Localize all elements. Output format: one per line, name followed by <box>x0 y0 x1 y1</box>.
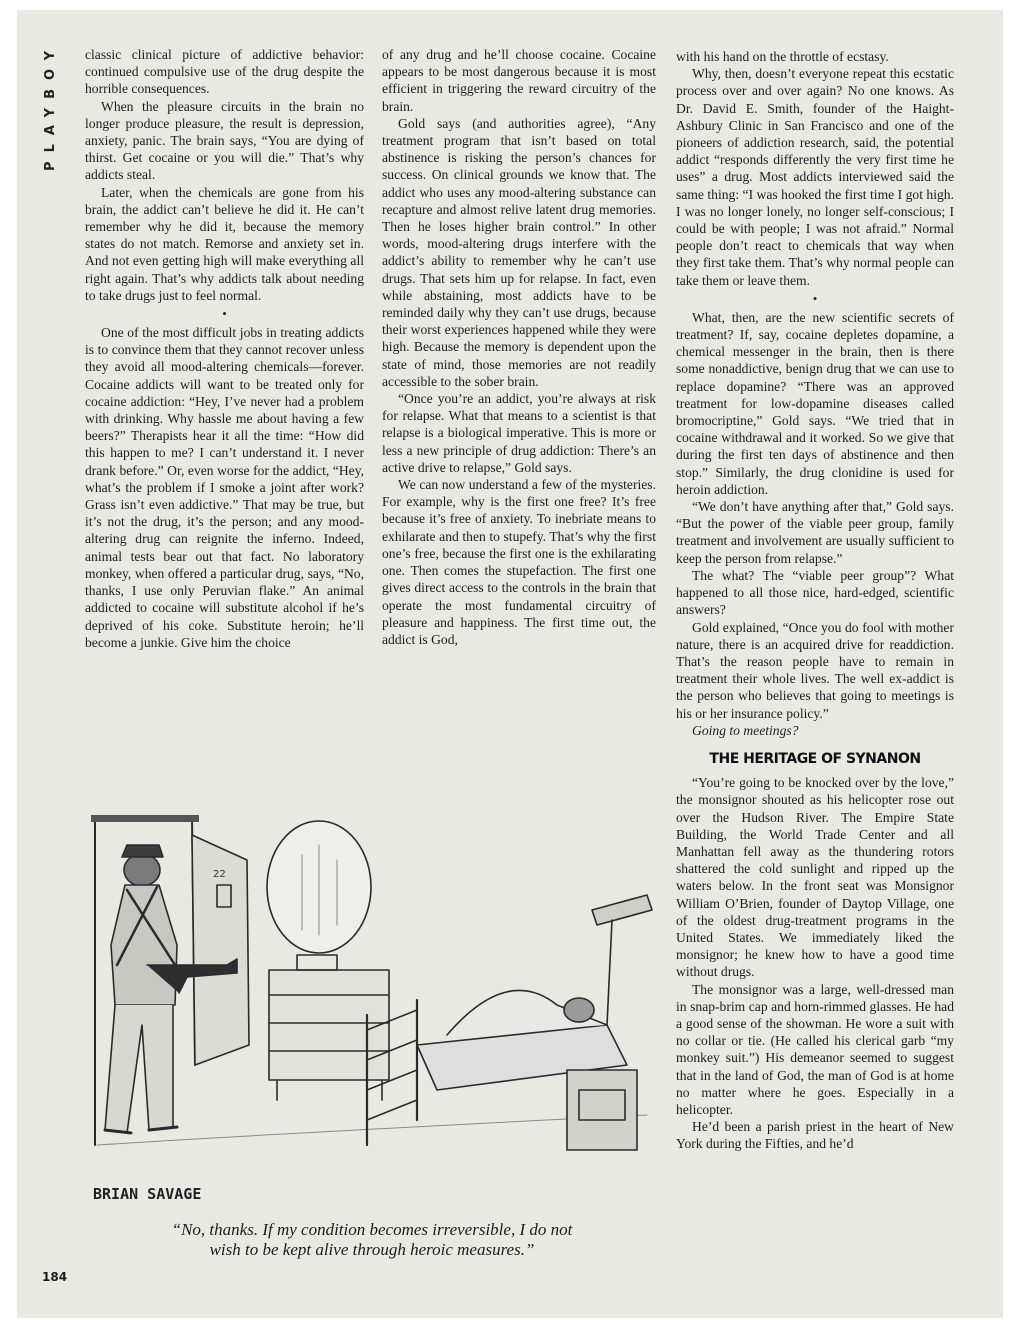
magazine-page <box>17 10 1003 1318</box>
paragraph: The what? The “viable peer group”? What happened to all those nice, hard-edged, scientific answers? <box>676 567 954 618</box>
section-bullet: • <box>222 306 227 322</box>
paragraph: Going to meetings? <box>692 722 799 738</box>
page-number: 184 <box>42 1270 68 1284</box>
paragraph: We can now understand a few of the mysteries. For example, why is the first one free? It’s free because it’s free of anxiety. To inebriate means to exhilarate and then to stupefy. That’s why the first one’s free, because the first one is the exhilarating one. Then comes the stupefaction. The first one gives direct access to the controls in the brain that operate the most fundamental circuitry of pleasure and happiness. The first time out, the addict is God, <box>382 477 656 647</box>
paragraph: “We don’t have anything after that,” Gold says. “But the power of the viable peer group, family treatment and involvement are usually sufficient to keep the person from relapse.” <box>676 499 954 566</box>
paragraph: Later, when the chemicals are gone from his brain, the addict can’t believe he did it. He can’t remember why he did it, because the memory states do not match. Remorse and anxiety set in. And not even getting high will make everything all right again. That’s why addicts talk about needing to take drugs just to feel normal. <box>85 184 364 303</box>
column-1 <box>85 46 364 651</box>
column-2 <box>382 46 656 648</box>
paragraph: Gold says (and authorities agree), “Any treatment program that isn’t based on total abstinence is risking the person’s chances for success. On clinical grounds we know that. The addict who uses any mood-altering substance can recapture and almost relive latent drug memories. Then he loses higher brain control.” In other words, mood-altering drugs interfere with the addict’s ability to remember why he can’t use drugs. That sets him up for relapse. In fact, even while abstaining, most addicts have to be reminded daily why they can’t use drugs, because their worst experiences happened while they were high. Because the memory is dependent upon the state of mind, those memories are not readily accessible to the sober brain. <box>382 115 656 389</box>
cartoonist-signature: BRIAN SAVAGE <box>93 1185 202 1203</box>
paragraph: Why, then, doesn’t everyone repeat this ecstatic process over and over again? No one knows. As Dr. David E. Smith, founder of the Haight-Ashbury Clinic in San Francisco and one of the pioneers of addiction research, said, the potential addict “responds differently the very first time he uses” a drug. Most addicts interviewed said the same thing: “I was hooked the first time I got high. I was no longer lonely, no longer self-conscious; I could be with people; I was not afraid.” Normal people don’t react to chemicals that way when they first take them. That’s why normal people can take them or leave them. <box>676 66 954 288</box>
paragraph: The monsignor was a large, well-dressed man in snap-brim cap and horn-rimmed glasses. He had a good sense of the showman. He wore a suit with no collar or tie. (He called his clerical garb “my monkey suit.”) His demeanor seemed to suggest that in the land of God, the man of God is at home no matter where he goes. Especially in a helicopter. <box>676 981 954 1117</box>
paragraph: with his hand on the throttle of ecstasy. <box>676 49 889 64</box>
cartoon-caption: “No, thanks. If my condition becomes irreversible, I do not wish to be kept alive through heroic measures.” <box>171 1220 573 1259</box>
section-bullet: • <box>812 290 818 306</box>
cartoon-illustration <box>87 815 662 1210</box>
paragraph: What, then, are the new scientific secrets of treatment? If, say, cocaine depletes dopamine, a chemical messenger in the brain, then is there some nonaddictive, benign drug that we can use to replace dopamine? “There was an approved treatment for low-dopamine diseases called bromocriptine,” Gold says. “We tried that in cocaine withdrawal and it worked. So we give that during the first ten days of abstinence and then stop.” Similarly, the drug clonidine is used for heroin addiction. <box>676 309 954 497</box>
paragraph: of any drug and he’ll choose cocaine. Cocaine appears to be most dangerous because it is most efficient in triggering the reward circuitry of the brain. <box>382 47 656 114</box>
column-3 <box>676 48 954 1153</box>
paragraph: Gold explained, “Once you do fool with mother nature, there is an acquired drive for readdiction. That’s the reason people have to remain in treatment their whole lives. The well ex-addict is the person who believes that going to meetings is his or her insurance policy.” <box>676 619 954 721</box>
masthead: PLAYBOY <box>43 42 58 171</box>
paragraph: classic clinical picture of addictive behavior: continued compulsive use of the drug despite the horrible consequences. <box>85 47 364 97</box>
paragraph: “Once you’re an addict, you’re always at risk for relapse. What that means to a scientist is that relapse is a biological imperative. This is more or less a new principle of drug addiction: There’s an active drive to relapse,” Gold says. <box>382 391 656 475</box>
svg-text:22: 22 <box>213 869 226 880</box>
section-heading: THE HERITAGE OF SYNANON <box>709 750 921 767</box>
paragraph: One of the most difficult jobs in treating addicts is to convince them that they cannot recover unless they avoid all mood-altering chemicals—forever. Cocaine addicts will want to be treated only for cocaine addiction: “Hey, I’ve never had a problem with drinking. Why hassle me about having a few beers?” Therapists hear it all the time: “How did this happen to me? I can’t understand it. I never drank before.” Or, even worse for the addict, “Hey, what’s the problem if I smoke a joint after work? Grass isn’t even addictive.” That may be true, but it’s not the drug, it’s the person; and any mood-altering drug can reignite the inferno. Indeed, animal tests bear out that fact. No laboratory monkey, when offered a particular drug, says, “No, thanks, I use only Peruvian flake.” An animal addicted to cocaine will substitute alcohol if he’s deprived of his coke. Substitute heroin; he’ll become a junkie. Give him the choice <box>85 325 364 650</box>
paragraph: He’d been a parish priest in the heart of New York during the Fifties, and he’d <box>676 1119 954 1152</box>
paragraph: “You’re going to be knocked over by the love,” the monsignor shouted as his helicopter rose out over the Hudson River. The Empire State Building, the World Trade Center and all Manhattan fell away as the thundering rotors shattered the cold sunlight and ripped up the waters below. In the front seat was Monsignor William O’Brien, founder of Daytop Village, one of the oldest drug-treatment programs in the United States. We immediately liked the monsignor; he knew how to have a good time without drugs. <box>676 775 954 980</box>
paragraph: When the pleasure circuits in the brain no longer produce pleasure, the result is depression, anxiety, panic. The brain says, “You are dying of thirst. Get cocaine or you will die.” That’s why addicts steal. <box>85 98 364 183</box>
